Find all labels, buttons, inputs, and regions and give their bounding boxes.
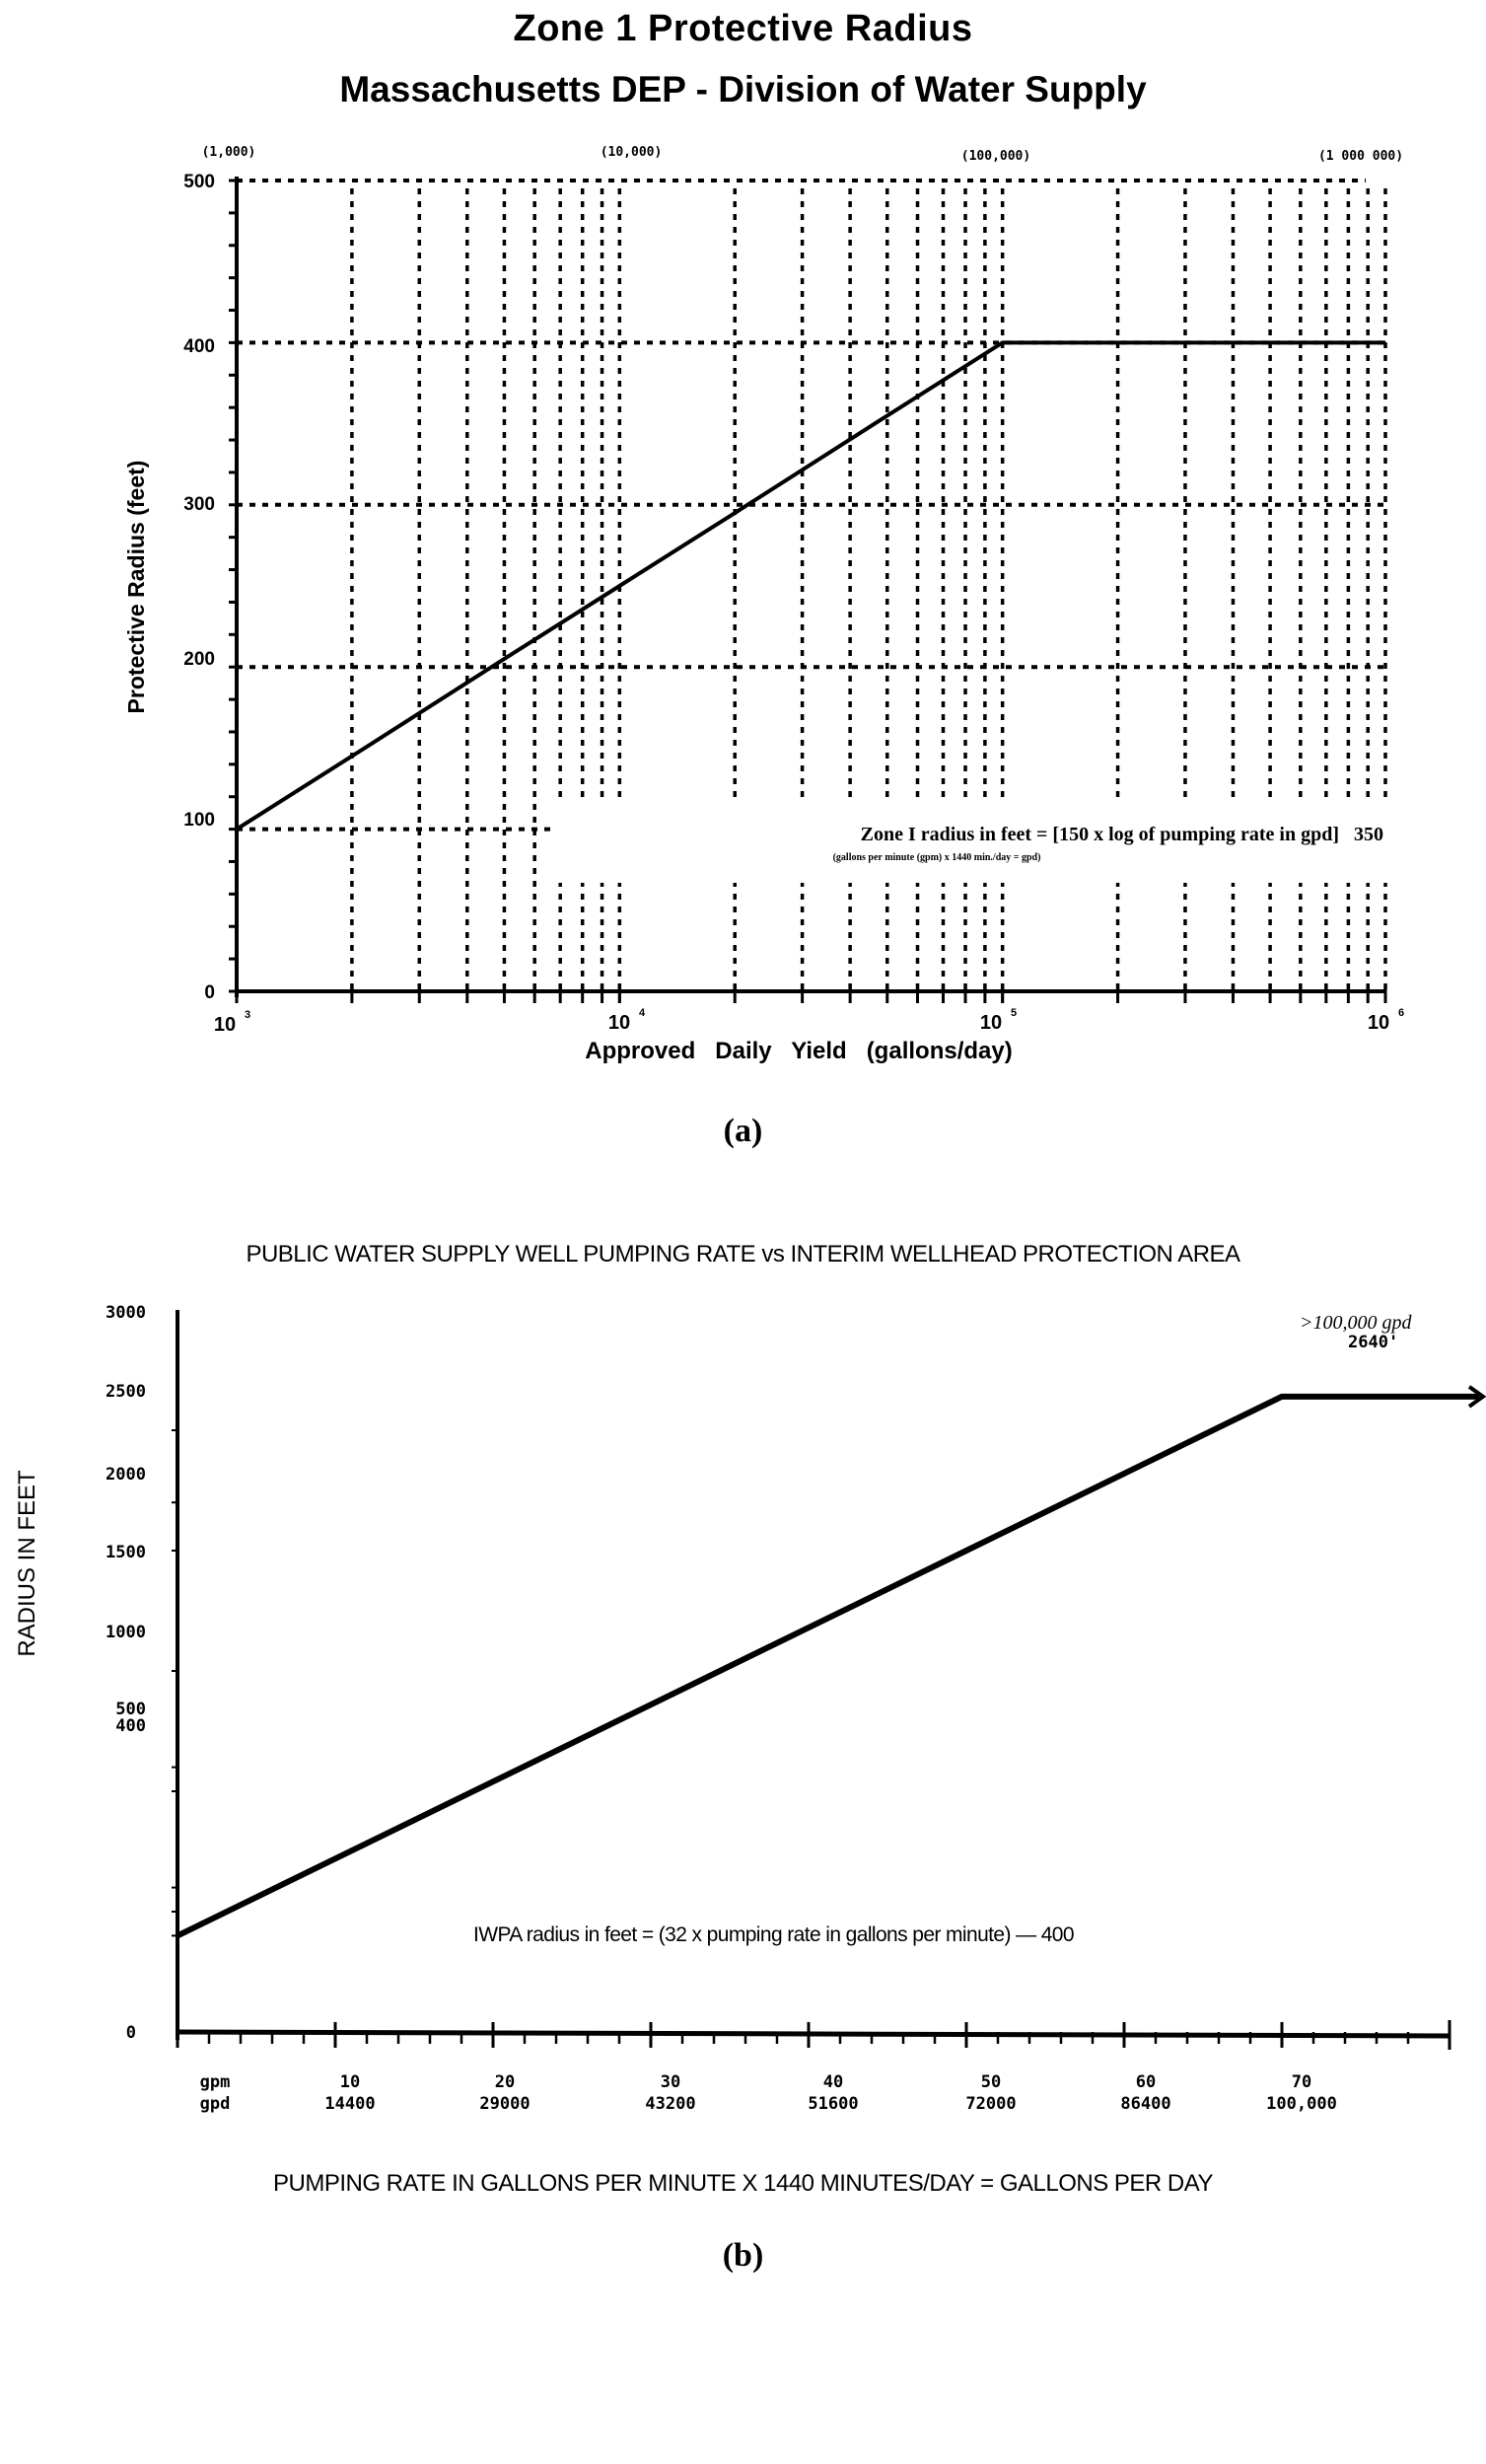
chart-b-ytick-0: 0 (125, 2023, 136, 2043)
chart-a-formula-note: (gallons per minute (gpm) x 1440 min./day = gpd) (832, 852, 1041, 863)
svg-text:4: 4 (639, 1007, 646, 1019)
chart-b-xtick-gpd-14400: 14400 (324, 2094, 376, 2114)
chart-b-xtick-gpd-43200: 43200 (645, 2094, 696, 2114)
chart-b-xtick-gpm-50: 50 (980, 2072, 1002, 2092)
svg-text:10: 10 (213, 1014, 237, 1036)
chart-b-x-axis-label: PUMPING RATE IN GALLONS PER MINUTE X 1440 MINUTES/DAY = GALLONS PER DAY (273, 2170, 1213, 2197)
svg-text:6: 6 (1398, 1007, 1405, 1019)
chart-a-top-label-1: (1,000) (201, 145, 256, 160)
chart-b-title: PUBLIC WATER SUPPLY WELL PUMPING RATE vs INTERIM WELLHEAD PROTECTION AREA (246, 1241, 1240, 1268)
chart-a-top-label-2: (10,000) (600, 145, 663, 160)
svg-text:5: 5 (1011, 1007, 1018, 1019)
chart-b-data-line (177, 1387, 1483, 1936)
chart-a-ytick-0: 0 (204, 982, 215, 1003)
chart-b-xtick-gpm-30: 30 (660, 2072, 681, 2092)
chart-b-xtick-gpm-unit: gpm (199, 2072, 231, 2092)
svg-text:3: 3 (245, 1009, 251, 1021)
chart-b-ytick-2000: 2000 (106, 1465, 146, 1485)
chart-a-caption: (a) (723, 1113, 763, 1149)
chart-b-xtick-gpd-29000: 29000 (479, 2094, 531, 2114)
chart-b-ytick-3000: 3000 (106, 1303, 146, 1323)
chart-a-ytick-200: 200 (183, 649, 215, 670)
chart-b-xtick-gpm-60: 60 (1135, 2072, 1157, 2092)
chart-b-cap-label-gpd: >100,000 gpd (1300, 1312, 1412, 1334)
chart-b-xtick-gpm-70: 70 (1291, 2072, 1312, 2092)
chart-b-caption: (b) (722, 2237, 764, 2274)
chart-b-xtick-gpm-10: 10 (339, 2072, 361, 2092)
chart-b-ytick-500: 500 (115, 1700, 146, 1719)
chart-b-formula: IWPA radius in feet = (32 x pumping rate in gallons per minute) — 400 (473, 1923, 1074, 1946)
chart-a-ytick-400: 400 (183, 336, 215, 357)
chart-b-xtick-gpd-100000: 100,000 (1266, 2094, 1337, 2114)
chart-b-ytick-1500: 1500 (106, 1543, 146, 1562)
chart-a-top-label-3: (100,000) (960, 149, 1031, 164)
chart-a-ytick-500: 500 (183, 172, 215, 192)
chart-a-ytick-300: 300 (183, 494, 215, 515)
chart-a-x-axis-label: Approved Daily Yield (gallons/day) (585, 1038, 1013, 1064)
chart-b-xtick-gpm-40: 40 (822, 2072, 844, 2092)
chart-b-xtick-gpd-51600: 51600 (808, 2094, 859, 2114)
chart-b-xtick-gpd-86400: 86400 (1120, 2094, 1171, 2114)
chart-a-top-label-4: (1 000 000) (1317, 149, 1404, 164)
chart-b-xtick-gpd-72000: 72000 (965, 2094, 1017, 2114)
svg-text:10: 10 (1367, 1012, 1390, 1034)
chart-a-subtitle: Massachusetts DEP - Division of Water Supply (339, 69, 1147, 109)
chart-a-title: Zone 1 Protective Radius (513, 8, 973, 49)
chart-b-cap-label-radius: 2640' (1348, 1333, 1399, 1352)
chart-a-formula: Zone I radius in feet = [150 x log of pumping rate in gpd] 350 (860, 824, 1383, 845)
svg-text:10: 10 (607, 1012, 631, 1034)
chart-b-xtick-gpm-20: 20 (494, 2072, 516, 2092)
chart-b-y-axis-label: RADIUS IN FEET (14, 1470, 40, 1657)
chart-b-ytick-2500: 2500 (106, 1382, 146, 1402)
chart-a-y-axis-label: Protective Radius (feet) (123, 460, 149, 714)
svg-text:10: 10 (979, 1012, 1003, 1034)
chart-b-ytick-400: 400 (115, 1716, 146, 1736)
chart-b-xtick-gpd-unit: gpd (199, 2094, 231, 2114)
chart-a-ytick-100: 100 (183, 810, 215, 831)
chart-b-ytick-1000: 1000 (106, 1623, 146, 1642)
